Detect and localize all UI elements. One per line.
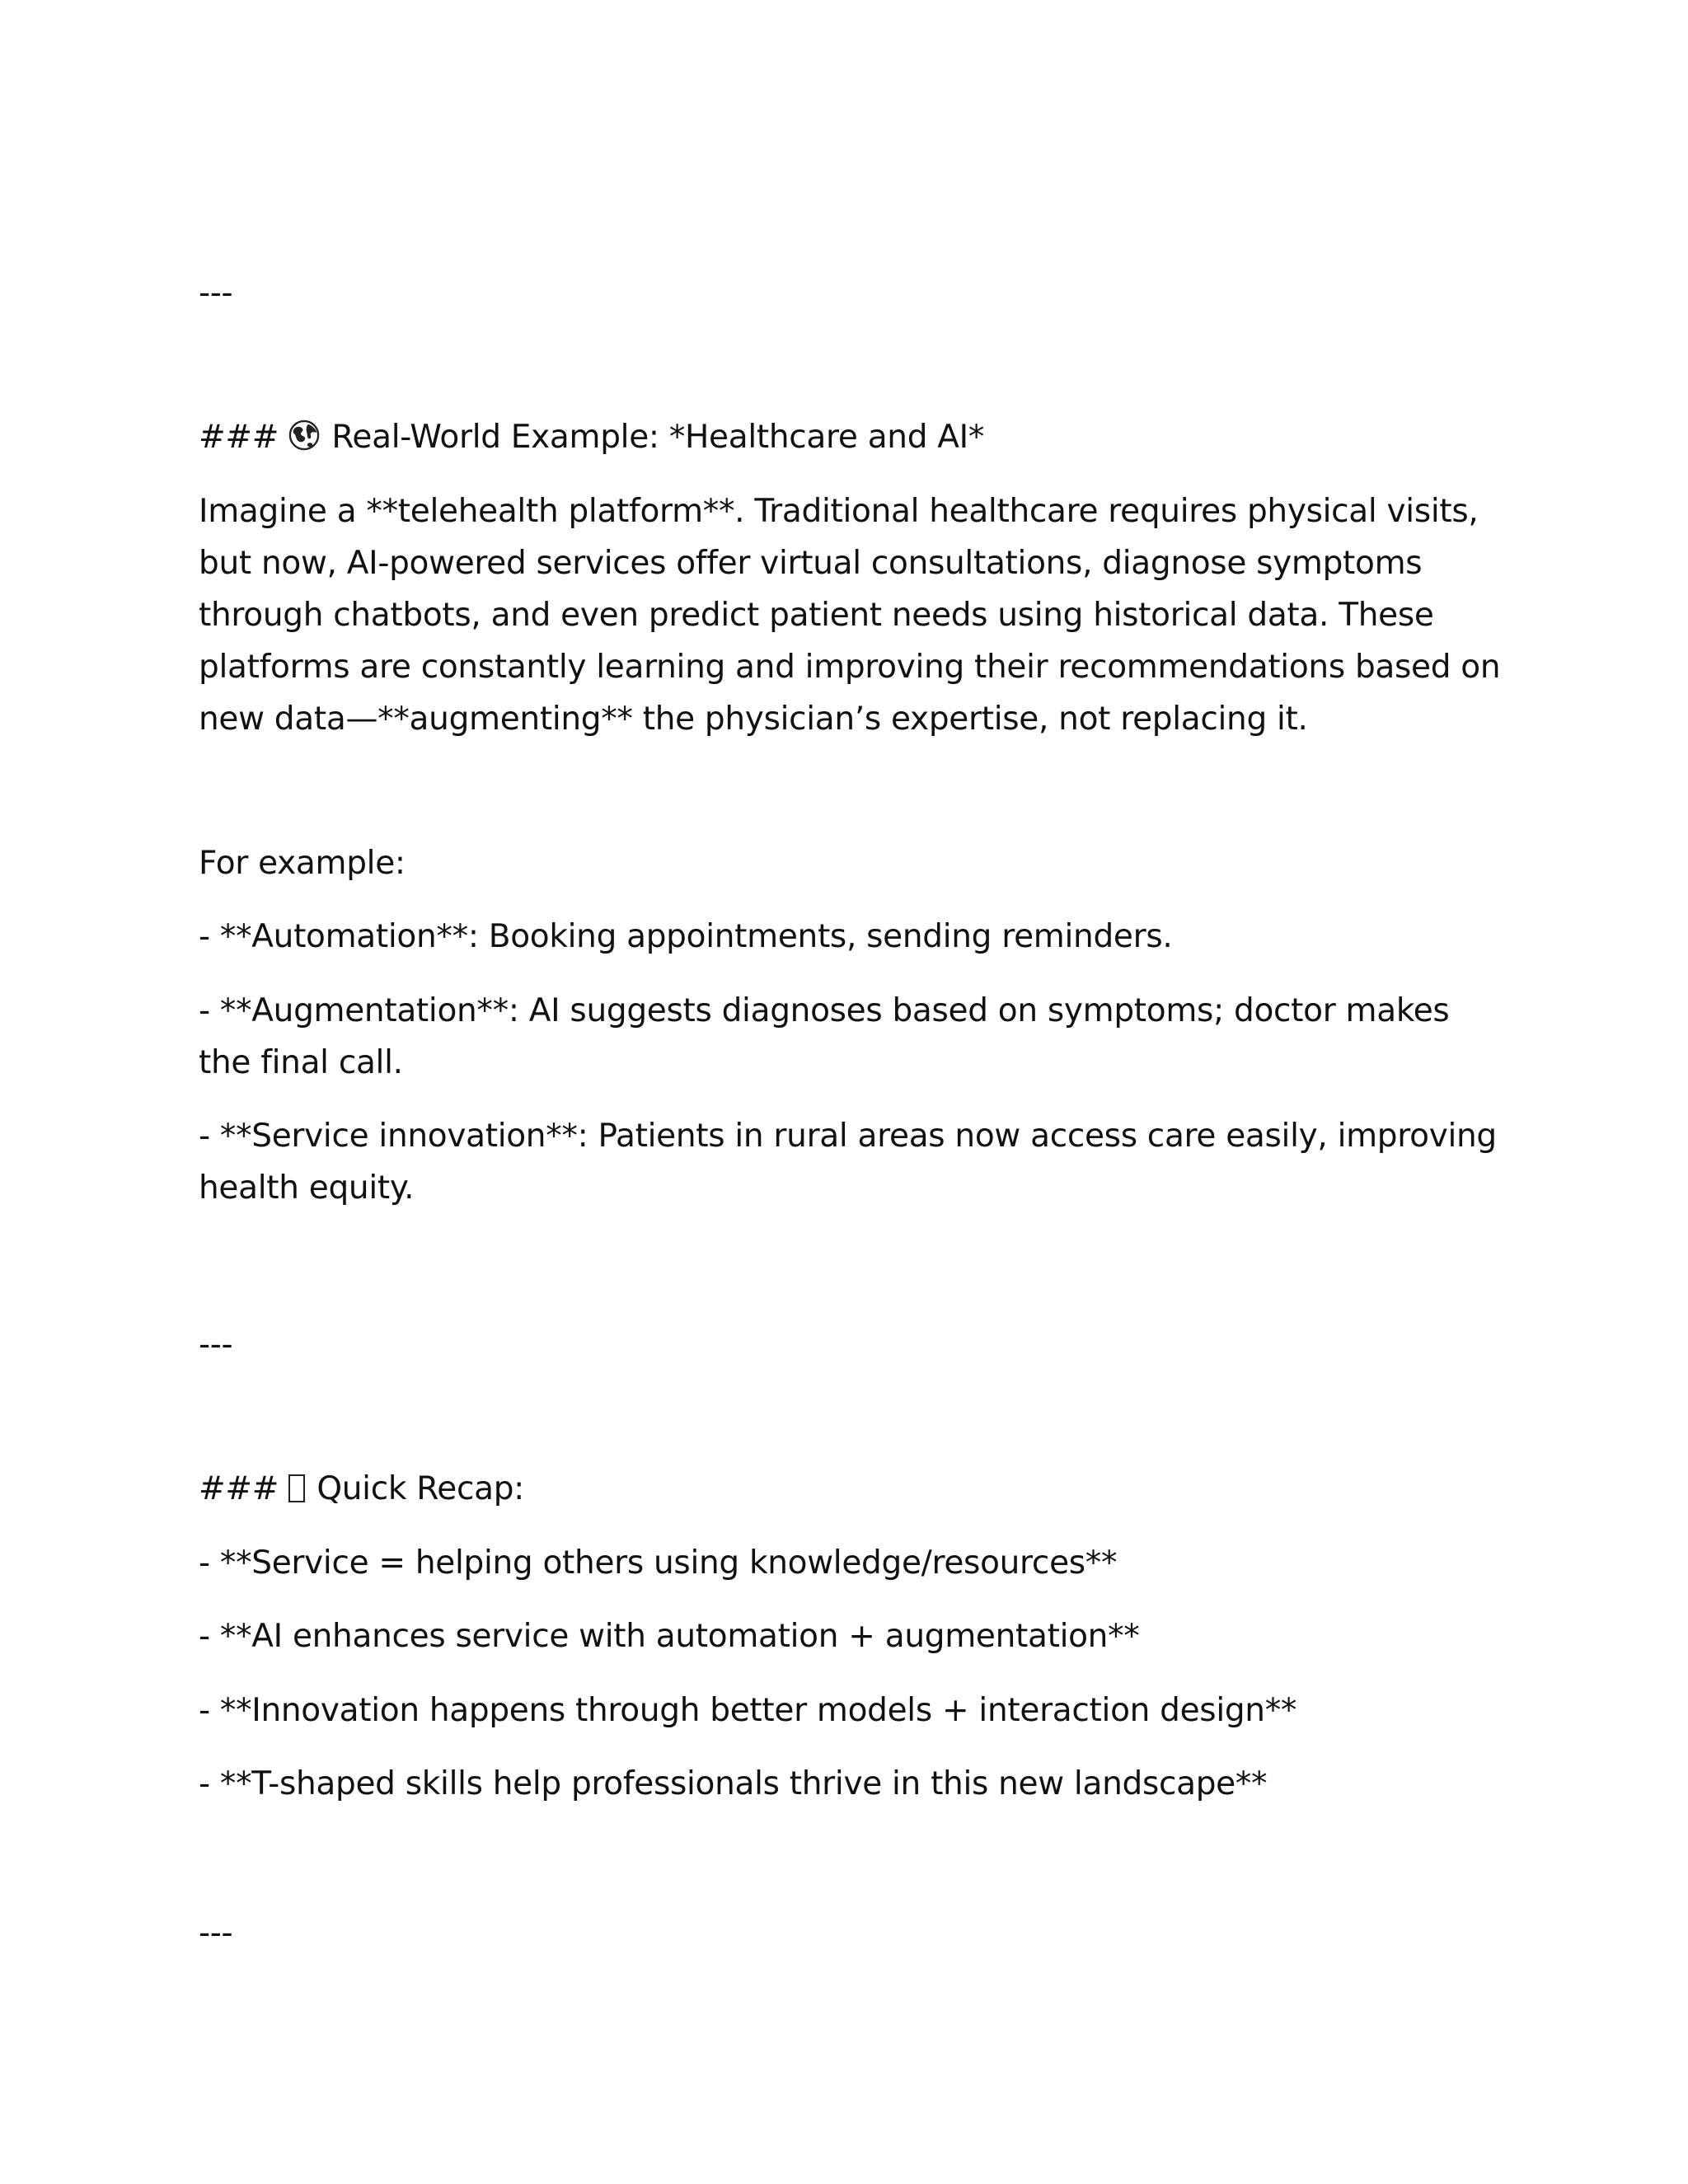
list-item-service-innovation-continued: health equity. xyxy=(199,1169,415,1207)
list-item-augmentation: - **Augmentation**: AI suggests diagnoses based on symptoms; doctor makes xyxy=(199,992,1450,1029)
paragraph-line: platforms are constantly learning and improving their recommendations based on xyxy=(199,649,1501,686)
paragraph-line: but now, AI-powered services offer virtual consultations, diagnose symptoms xyxy=(199,545,1423,582)
heading-quick-recap xyxy=(199,1463,524,1515)
heading-real-world-example xyxy=(199,411,984,463)
list-item-automation: - **Automation**: Booking appointments, sending reminders. xyxy=(199,918,1173,955)
heading-text: Quick Recap: xyxy=(316,1470,525,1507)
separator-line: --- xyxy=(199,1326,233,1363)
separator-line: --- xyxy=(199,1915,233,1952)
recap-item: - **Service = helping others using knowledge/resources** xyxy=(199,1544,1118,1582)
heading-prefix: ### xyxy=(199,1470,279,1507)
list-item-augmentation-continued: the final call. xyxy=(199,1044,403,1081)
paragraph-line: Imagine a **telehealth platform**. Traditional healthcare requires physical visits, xyxy=(199,493,1479,530)
heading-prefix: ### xyxy=(199,419,279,456)
for-example-label: For example: xyxy=(199,845,406,882)
recap-item: - **AI enhances service with automation + augmentation** xyxy=(199,1618,1140,1655)
paragraph-line: new data—**augmenting** the physician’s expertise, not replacing it. xyxy=(199,701,1308,738)
separator-line: --- xyxy=(199,274,233,312)
globe-icon xyxy=(288,419,320,451)
list-item-service-innovation: - **Service innovation**: Patients in rural areas now access care easily, improving xyxy=(199,1118,1497,1155)
recap-item: - **T-shaped skills help professionals thrive in this new landscape** xyxy=(199,1765,1268,1802)
missing-glyph-icon xyxy=(288,1474,305,1502)
heading-text: Real-World Example: *Healthcare and AI* xyxy=(331,419,985,456)
paragraph-line: through chatbots, and even predict patient needs using historical data. These xyxy=(199,597,1434,634)
telehealth-paragraph xyxy=(199,485,1501,745)
recap-item: - **Innovation happens through better models + interaction design** xyxy=(199,1692,1297,1729)
